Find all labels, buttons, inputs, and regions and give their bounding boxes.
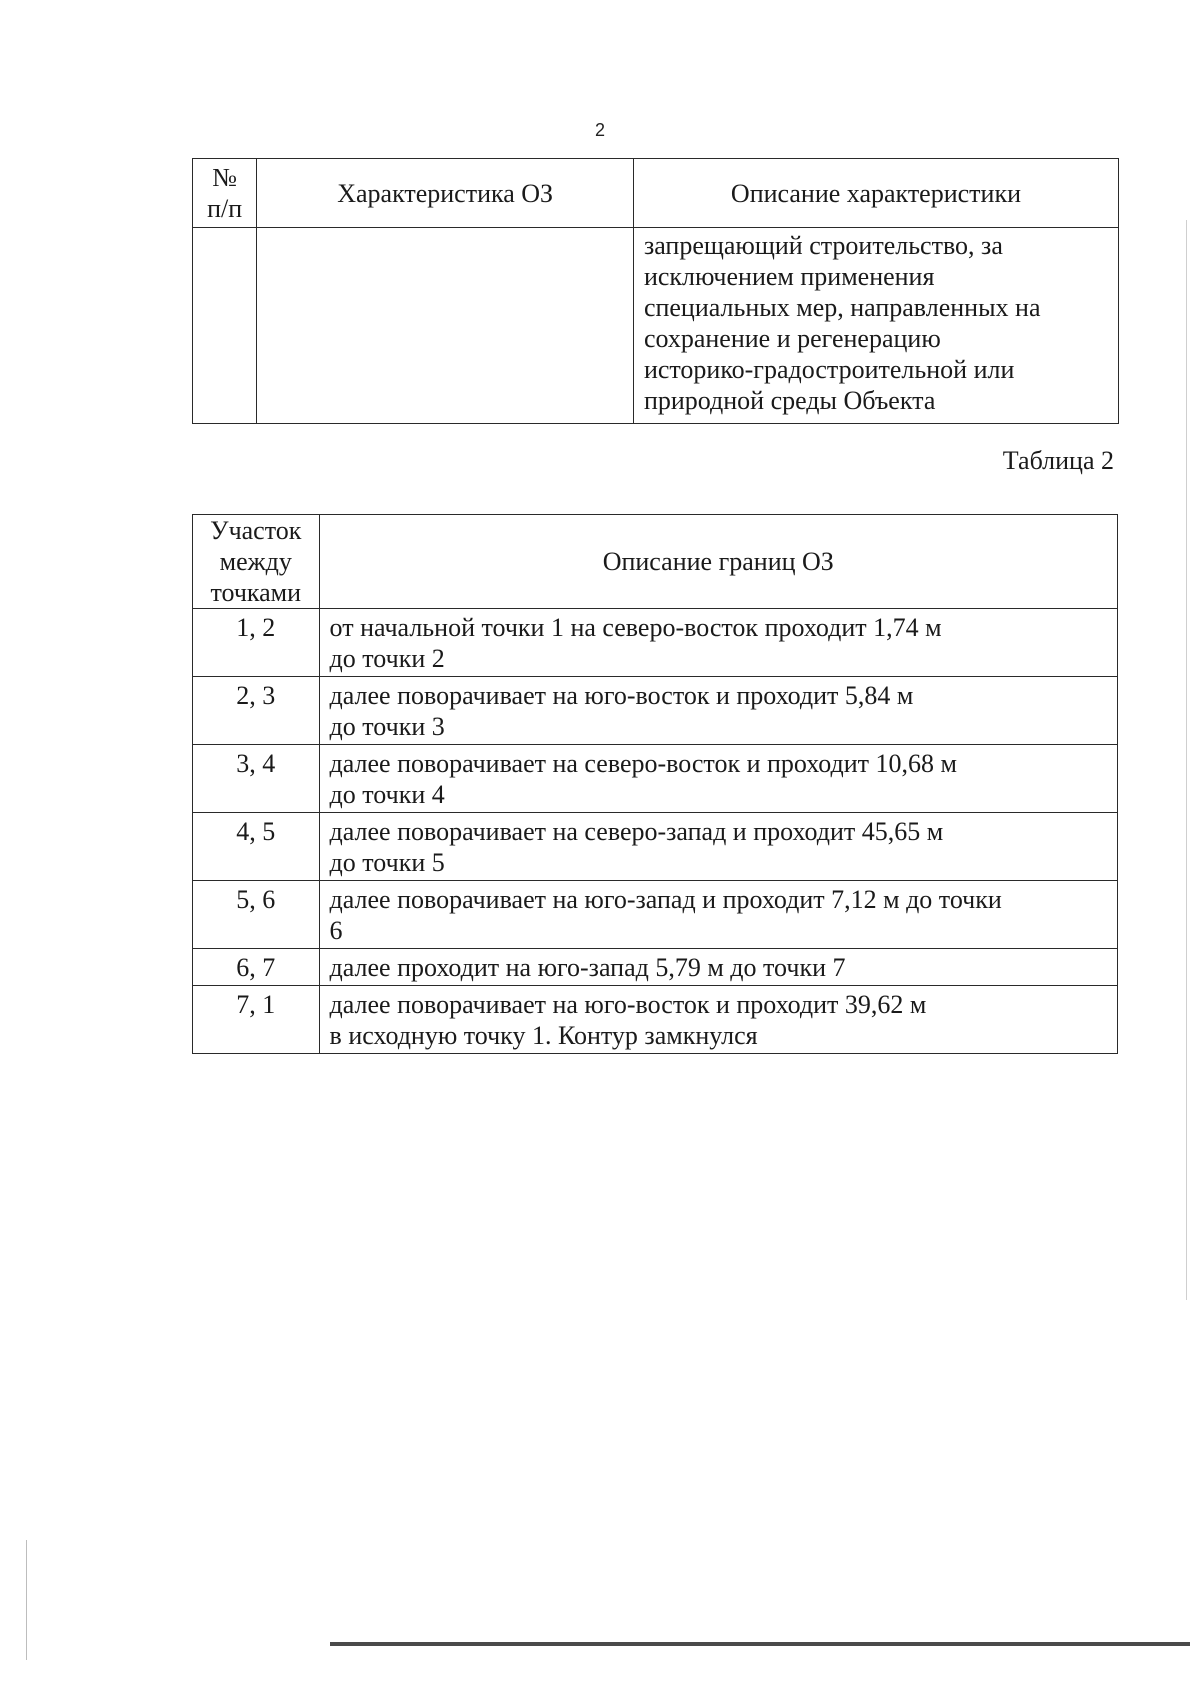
table-row	[193, 881, 1118, 949]
table-row	[193, 745, 1118, 813]
segment-cell: 6, 7	[193, 949, 320, 986]
table-row	[193, 813, 1118, 881]
row-description-cell: запрещающий строительство, за исключением применения специальных мер, направленных на сохранение и регенерацию историко-градостроительной или природной среды Объекта	[633, 228, 1118, 424]
segment-cell: 3, 4	[193, 745, 320, 813]
header-number: № п/п	[193, 159, 257, 228]
boundaries-table	[192, 514, 1118, 1054]
header-boundary-description: Описание границ ОЗ	[319, 515, 1117, 609]
segment-cell: 1, 2	[193, 609, 320, 677]
page-number: 2	[594, 120, 605, 140]
table-row	[193, 609, 1118, 677]
table-caption: Таблица 2	[1002, 446, 1114, 475]
segment-cell: 4, 5	[193, 813, 320, 881]
scan-edge-line	[1186, 220, 1187, 1300]
segment-cell: 5, 6	[193, 881, 320, 949]
scan-edge-line	[26, 1540, 27, 1660]
table-row	[193, 677, 1118, 745]
characteristics-table	[192, 158, 1119, 424]
table-header-row	[193, 159, 1119, 228]
header-description: Описание характеристики	[633, 159, 1118, 228]
segment-cell: 7, 1	[193, 986, 320, 1054]
scan-bottom-line	[330, 1642, 1190, 1646]
boundary-description-cell: далее поворачивает на северо-восток и проходит 10,68 м до точки 4	[319, 745, 1117, 813]
boundary-description-cell: далее поворачивает на юго-запад и проходит 7,12 м до точки 6	[319, 881, 1117, 949]
boundary-description-cell: далее поворачивает на северо-запад и проходит 45,65 м до точки 5	[319, 813, 1117, 881]
table-row	[193, 228, 1119, 424]
row-number-cell	[193, 228, 257, 424]
table-row	[193, 949, 1118, 986]
boundary-description-cell: от начальной точки 1 на северо-восток проходит 1,74 м до точки 2	[319, 609, 1117, 677]
table-row	[193, 986, 1118, 1054]
boundary-description-cell: далее проходит на юго-запад 5,79 м до точки 7	[319, 949, 1117, 986]
segment-cell: 2, 3	[193, 677, 320, 745]
table-header-row	[193, 515, 1118, 609]
boundary-description-cell: далее поворачивает на юго-восток и проходит 39,62 м в исходную точку 1. Контур замкнулся	[319, 986, 1117, 1054]
boundary-description-cell: далее поворачивает на юго-восток и проходит 5,84 м до точки 3	[319, 677, 1117, 745]
header-characteristic: Характеристика ОЗ	[257, 159, 634, 228]
row-characteristic-cell	[257, 228, 634, 424]
header-segment: Участок между точками	[193, 515, 320, 609]
